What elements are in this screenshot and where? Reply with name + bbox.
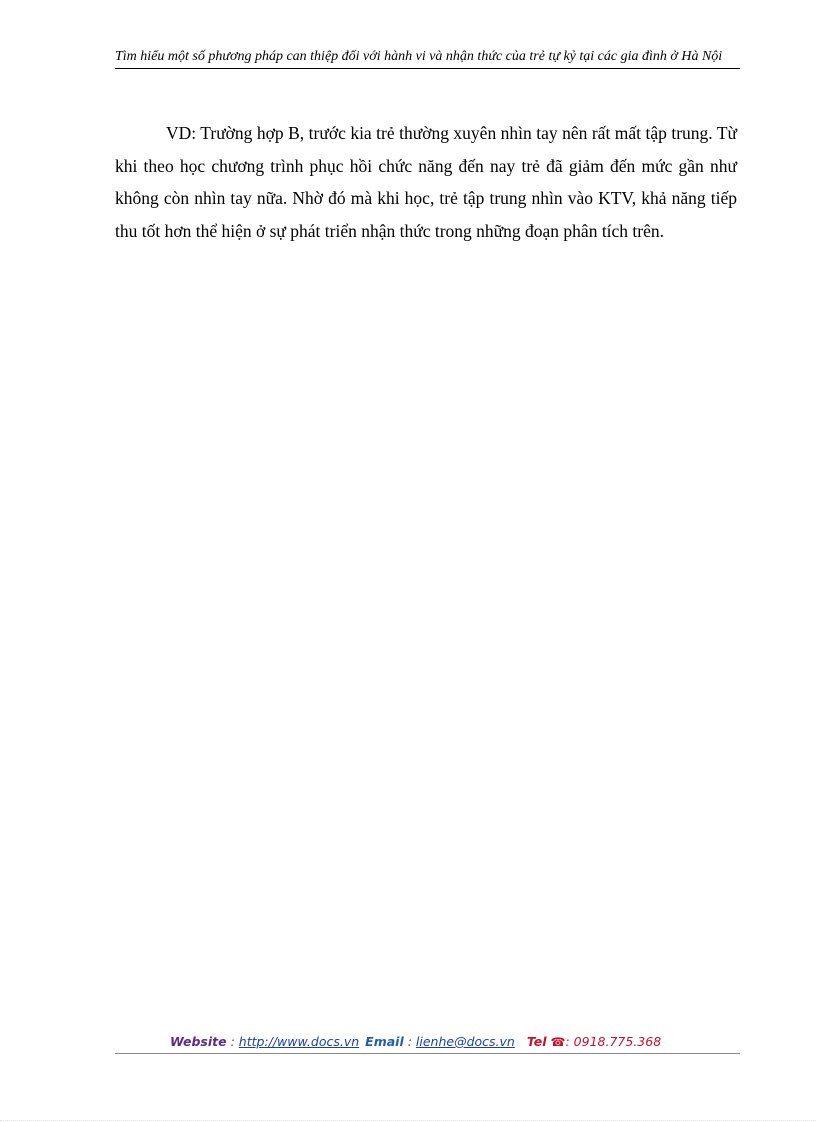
phone-icon: ☎ [550,1035,566,1049]
tel-label: Tel [526,1034,547,1049]
page-bottom-divider [0,1120,816,1121]
page-footer [115,1033,740,1054]
website-link[interactable]: http://www.docs.vn [238,1034,360,1049]
body-paragraph: VD: Trường hợp B, trước kia trẻ thường xuyên nhìn tay nên rất mất tập trung. Từ khi theo học chương trình phục hồi chức năng đến nay trẻ đã giảm đến mức gần như không còn nhìn tay nữa. Nhờ đó mà khi học, trẻ tập trung nhìn vào KTV, khả năng tiếp thu tốt hơn thể hiện ở sự phát triển nhận thức trong những đoạn phân tích trên. [115,123,737,241]
tel-number: : 0918.775.368 [565,1034,662,1049]
footer-contact-line [170,1033,661,1051]
email-separator: : [403,1034,416,1049]
website-separator: : [226,1034,239,1049]
website-label: Website [170,1034,227,1049]
email-link[interactable]: lienhe@docs.vn [415,1034,515,1049]
running-header [115,48,740,69]
email-label: Email [365,1034,404,1049]
header-title: Tìm hiểu một số phương pháp can thiệp đối với hành vi và nhận thức của trẻ tự kỷ tại các gia đình ở Hà Nội [115,49,723,64]
